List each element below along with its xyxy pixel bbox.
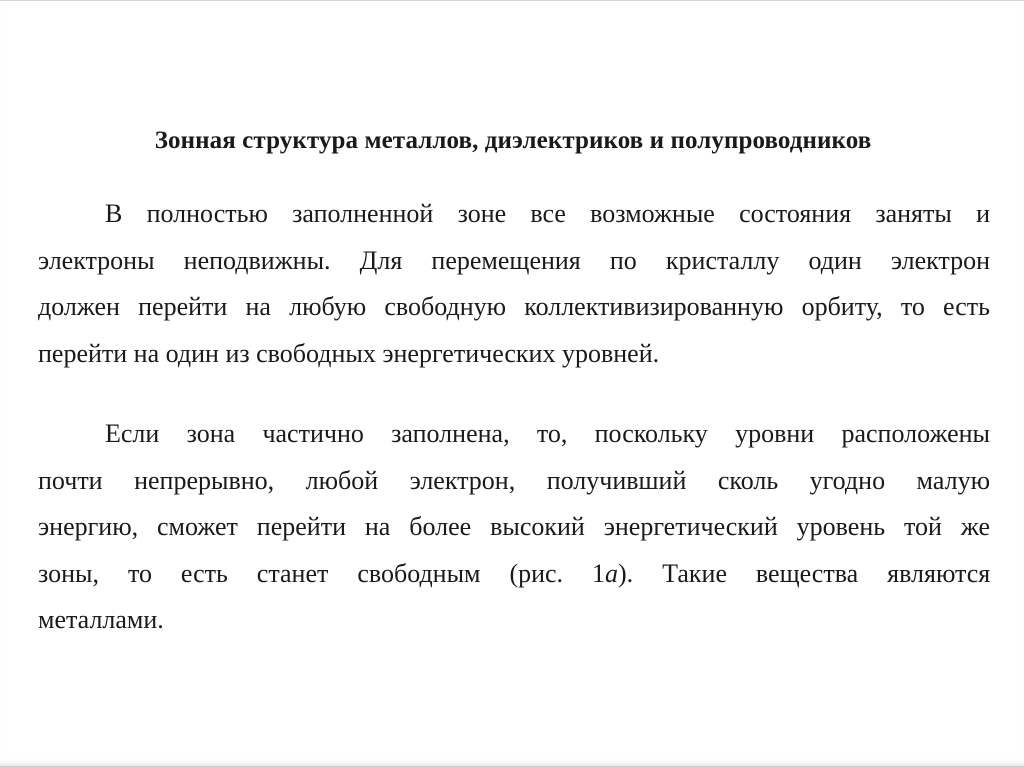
paragraph-2-line-4: [38, 551, 990, 598]
paragraph-2-line-3: энергию, сможет перейти на более высокий энергетический уровень той же: [38, 512, 990, 541]
paragraph-1-line-1: В полностью заполненной зоне все возможные состояния заняты и: [105, 199, 990, 228]
page-title: Зонная структура металлов, диэлектриков и полупроводников: [154, 127, 872, 154]
figure-reference-letter: а: [605, 558, 619, 588]
paragraph-1-line-2: электроны неподвижны. Для перемещения по кристаллу один электрон: [38, 245, 990, 275]
paragraph-2-line-4-tail: ). Такие вещества являются: [618, 558, 991, 588]
paragraph-1-line-3: должен перейти на любую свободную коллективизированную орбиту, то есть: [38, 292, 990, 321]
paragraph-1: [38, 191, 990, 377]
paragraph-2-line-2: почти непрерывно, любой электрон, получивший сколь угодно малую: [38, 465, 990, 495]
paragraph-2-line-1: Если зона частично заполнена, то, поскольку уровни расположены: [105, 419, 990, 448]
paragraph-2: [38, 411, 990, 644]
paragraph-1-line-4: перейти на один из свободных энергетических уровней.: [38, 338, 660, 368]
paragraph-2-line-4-text: зоны, то есть станет свободным (рис. 1: [38, 558, 606, 588]
paragraph-2-line-5: металлами.: [38, 605, 164, 634]
